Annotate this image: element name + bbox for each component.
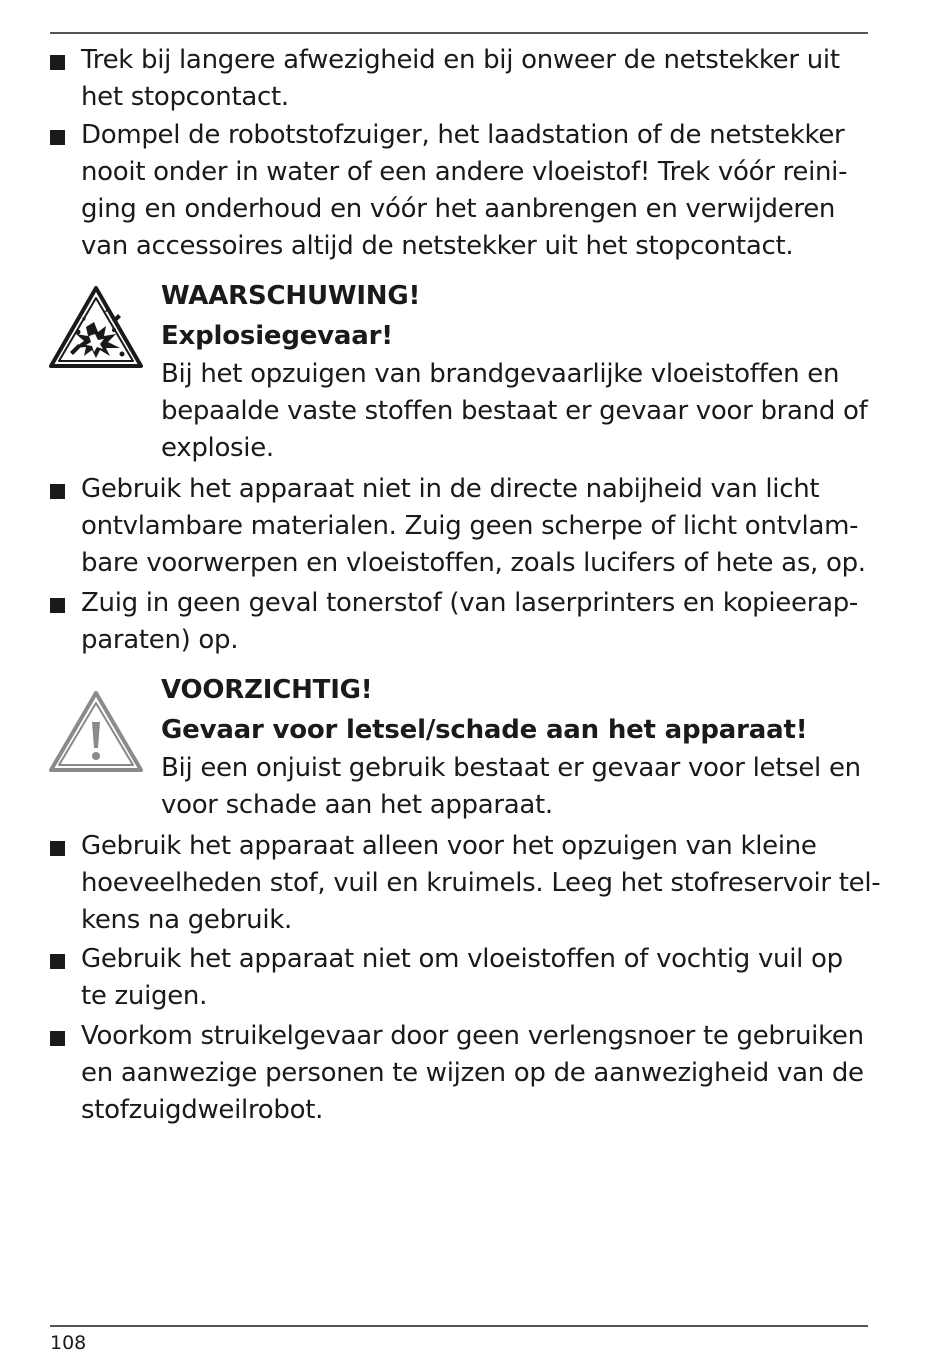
explosion-hazard-icon: [48, 284, 144, 374]
text-line: paraten) op.: [81, 625, 239, 655]
text-line: van accessoires altijd de netstekker uit het stopcontact.: [81, 231, 794, 261]
list-item-text: [81, 471, 871, 582]
text-line: Bij het opzuigen van brandgevaarlijke vloeistoffen en: [161, 359, 840, 389]
text-line: Gebruik het apparaat niet om vloeistoffen of vochtig vuil op: [81, 944, 843, 974]
text-line: Bij een onjuist gebruik bestaat er gevaar voor letsel en: [161, 753, 861, 783]
text-line: stofzuigdweilrobot.: [81, 1095, 324, 1125]
text-line: nooit onder in water of een andere vloeistof! Trek vóór reini-: [81, 157, 848, 187]
text-line: Dompel de robotstofzuiger, het laadstation of de netstekker: [81, 120, 845, 150]
text-line: bepaalde vaste stoffen bestaat er gevaar voor brand of: [161, 396, 868, 426]
page-number: 108: [50, 1332, 87, 1354]
text-line: Gebruik het apparaat alleen voor het opzuigen van kleine: [81, 831, 817, 861]
bottom-divider: [50, 1325, 868, 1327]
bullet-square-icon: [50, 130, 65, 145]
caution-exclamation-icon: [48, 688, 144, 778]
text-line: ontvlambare materialen. Zuig geen scherpe of licht ontvlam-: [81, 511, 859, 541]
list-item-text: [81, 828, 881, 939]
warning-subtitle: Explosiegevaar!: [161, 321, 393, 351]
top-divider: [50, 32, 868, 34]
text-line: Zuig in geen geval tonerstof (van laserprinters en kopieerap-: [81, 588, 859, 618]
list-item-text: [81, 941, 871, 1015]
list-item-text: [81, 42, 871, 116]
bullet-square-icon: [50, 841, 65, 856]
text-line: ging en onderhoud en vóór het aanbrengen en verwijderen: [81, 194, 836, 224]
caution-subtitle: Gevaar voor letsel/schade aan het apparaat!: [161, 715, 808, 745]
list-item-text: [81, 117, 871, 265]
caution-title: VOORZICHTIG!: [161, 675, 373, 705]
bullet-square-icon: [50, 484, 65, 499]
list-item-text: [81, 1018, 871, 1129]
text-line: explosie.: [161, 433, 274, 463]
bullet-square-icon: [50, 1031, 65, 1046]
text-line: en aanwezige personen te wijzen op de aanwezigheid van de: [81, 1058, 864, 1088]
bullet-square-icon: [50, 55, 65, 70]
caution-text: [161, 670, 871, 824]
text-line: bare voorwerpen en vloeistoffen, zoals lucifers of hete as, op.: [81, 548, 866, 578]
caution-body: [161, 750, 871, 824]
text-line: Gebruik het apparaat niet in de directe nabijheid van licht: [81, 474, 820, 504]
text-line: het stopcontact.: [81, 82, 289, 112]
text-line: kens na gebruik.: [81, 905, 293, 935]
text-line: Voorkom struikelgevaar door geen verlengsnoer te gebruiken: [81, 1021, 864, 1051]
list-item-text: [81, 585, 871, 659]
text-line: te zuigen.: [81, 981, 208, 1011]
bullet-square-icon: [50, 954, 65, 969]
warning-title: WAARSCHUWING!: [161, 281, 421, 311]
bullet-square-icon: [50, 598, 65, 613]
warning-text: [161, 276, 871, 467]
text-line: voor schade aan het apparaat.: [161, 790, 553, 820]
text-line: hoeveelheden stof, vuil en kruimels. Leeg het stofreservoir tel-: [81, 868, 881, 898]
text-line: Trek bij langere afwezigheid en bij onweer de netstekker uit: [81, 45, 840, 75]
warning-body: [161, 356, 871, 467]
